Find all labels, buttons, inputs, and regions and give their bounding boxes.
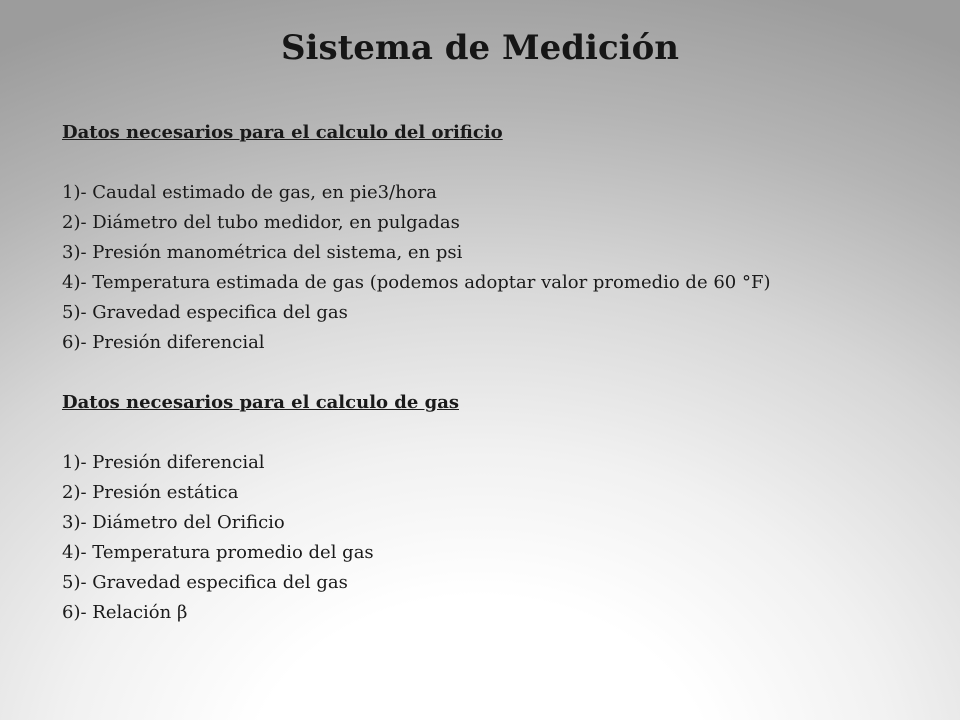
list-item: 3)- Presión manométrica del sistema, en psi [62, 242, 463, 263]
section-heading-orifice: Datos necesarios para el calculo del orificio [62, 122, 503, 143]
section-gas-data [62, 388, 942, 628]
slide-content [62, 118, 942, 628]
list-item: 6)- Relación β [62, 602, 188, 623]
list-item: 1)- Presión diferencial [62, 452, 265, 473]
list-item: 4)- Temperatura estimada de gas (podemos adoptar valor promedio de 60 °F) [62, 272, 771, 293]
list-item: 1)- Caudal estimado de gas, en pie3/hora [62, 182, 437, 203]
list-item: 6)- Presión diferencial [62, 332, 265, 353]
list-item: 2)- Presión estática [62, 482, 239, 503]
spacer [62, 148, 942, 178]
list-item: 3)- Diámetro del Orificio [62, 512, 285, 533]
list-item: 5)- Gravedad especifica del gas [62, 302, 348, 323]
gas-data-list [62, 448, 942, 628]
spacer [62, 358, 942, 388]
section-orifice-data [62, 118, 942, 358]
list-item: 2)- Diámetro del tubo medidor, en pulgadas [62, 212, 460, 233]
slide-title: Sistema de Medición [280, 28, 679, 68]
orifice-data-list [62, 178, 942, 358]
spacer [62, 418, 942, 448]
section-heading-gas: Datos necesarios para el calculo de gas [62, 392, 459, 413]
list-item: 4)- Temperatura promedio del gas [62, 542, 374, 563]
list-item: 5)- Gravedad especifica del gas [62, 572, 348, 593]
